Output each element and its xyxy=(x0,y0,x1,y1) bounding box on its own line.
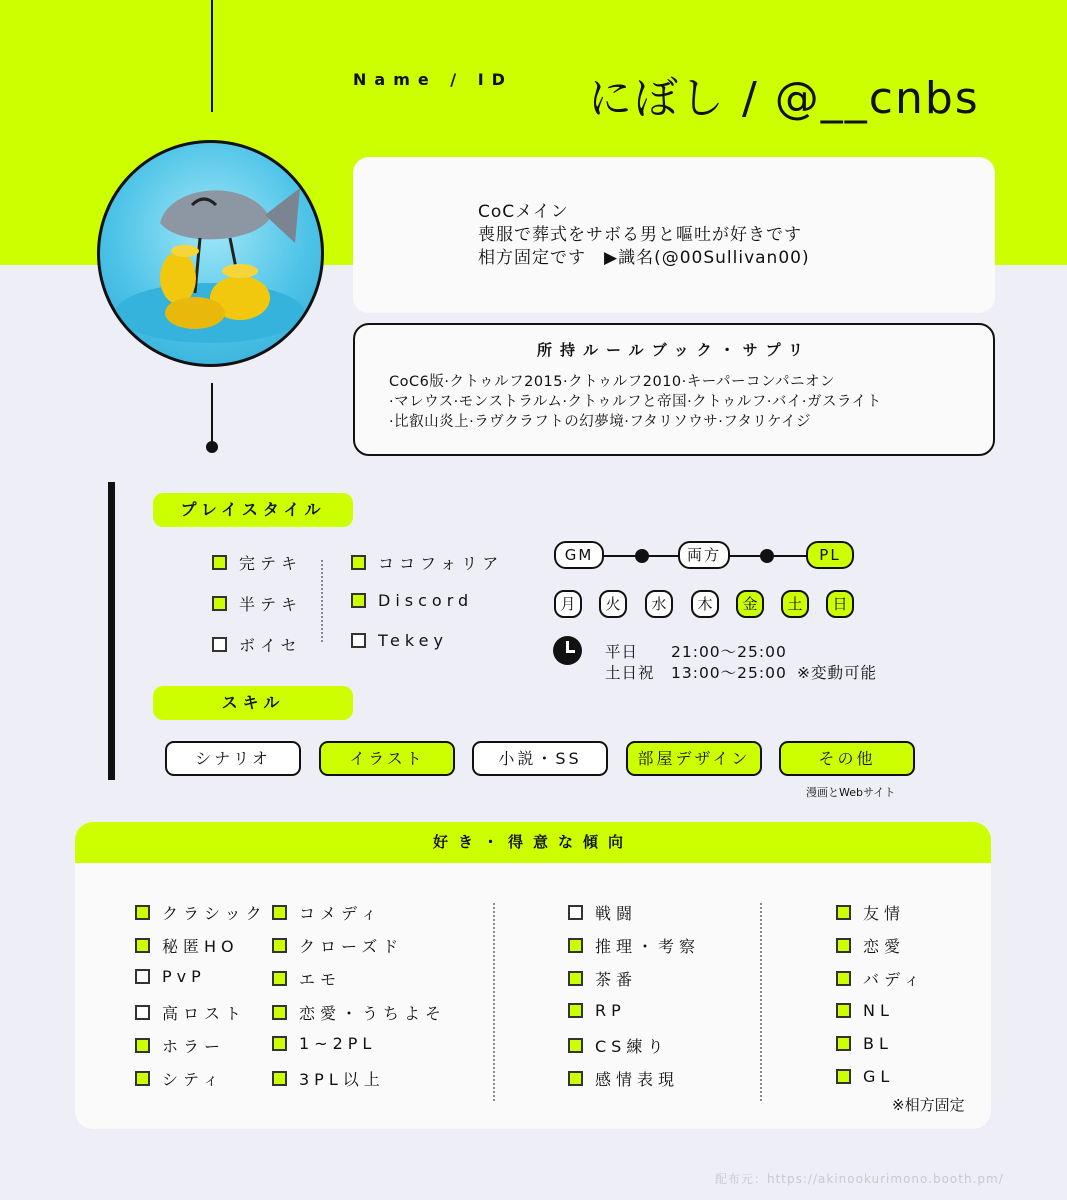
likes-item[interactable] xyxy=(568,1001,626,1020)
checkbox[interactable] xyxy=(272,905,287,920)
checkbox[interactable] xyxy=(272,938,287,953)
likes-note: ※相方固定 xyxy=(892,1096,965,1114)
role-pl[interactable]: PL xyxy=(806,541,854,569)
skill-note: 漫画とWebサイト xyxy=(806,786,896,799)
day-sat[interactable]: 土 xyxy=(781,590,809,618)
likes-item[interactable] xyxy=(135,1067,224,1090)
checkbox[interactable] xyxy=(272,1036,287,1051)
playstyle-item[interactable] xyxy=(212,592,302,615)
playstyle-item[interactable] xyxy=(351,551,503,574)
bio-line: 相方固定です ▶識名(@00Sullivan00) xyxy=(478,248,810,268)
dotted-divider xyxy=(321,560,323,642)
day-mon[interactable]: 月 xyxy=(554,590,582,618)
role-both[interactable]: 両方 xyxy=(678,541,730,569)
checkbox-label: Tekey xyxy=(378,631,448,650)
checkbox-label: クローズド xyxy=(299,937,404,956)
clock-icon xyxy=(553,636,582,665)
skill-scenario[interactable]: シナリオ xyxy=(165,741,301,776)
checkbox[interactable] xyxy=(135,905,150,920)
day-tue[interactable]: 火 xyxy=(599,590,627,618)
likes-item[interactable] xyxy=(568,934,700,957)
checkbox-label: 恋愛・うちよそ xyxy=(299,1004,447,1023)
checkbox-label: PvP xyxy=(162,967,206,986)
checkbox[interactable] xyxy=(351,555,366,570)
playstyle-item[interactable] xyxy=(212,551,302,574)
schedule-note: ※変動可能 xyxy=(797,664,877,682)
likes-item[interactable] xyxy=(135,1034,225,1057)
checkbox-label: 3PL以上 xyxy=(299,1070,385,1089)
divider-line-middle xyxy=(211,383,213,445)
name-label: Name / ID xyxy=(353,70,513,89)
checkbox-label: 1~2PL xyxy=(299,1034,377,1053)
checkbox[interactable] xyxy=(836,1069,851,1084)
checkbox[interactable] xyxy=(212,637,227,652)
likes-item[interactable] xyxy=(836,1001,894,1020)
likes-item[interactable] xyxy=(836,901,905,924)
checkbox-label: 戦闘 xyxy=(595,904,638,923)
checkbox-label: 恋愛 xyxy=(863,937,906,956)
schedule-weekday-time: 21:00〜25:00 xyxy=(671,643,787,661)
checkbox-label: エモ xyxy=(299,970,342,989)
checkbox[interactable] xyxy=(836,1003,851,1018)
checkbox-label: 茶番 xyxy=(595,970,638,989)
playstyle-item[interactable] xyxy=(351,631,448,650)
schedule-weekday xyxy=(605,640,787,662)
checkbox-label: 完テキ xyxy=(239,554,303,573)
checkbox[interactable] xyxy=(351,633,366,648)
checkbox[interactable] xyxy=(351,593,366,608)
checkbox-label: BL xyxy=(863,1034,893,1053)
divider-line-top xyxy=(211,0,213,112)
likes-item[interactable] xyxy=(568,1034,668,1057)
checkbox-label: コメディ xyxy=(299,904,382,923)
checkbox-label: RP xyxy=(595,1001,626,1020)
playstyle-title: プレイスタイル xyxy=(153,493,353,527)
checkbox-label: クラシック xyxy=(162,904,267,923)
likes-item[interactable] xyxy=(272,1001,446,1024)
likes-item[interactable] xyxy=(272,1067,385,1090)
checkbox[interactable] xyxy=(568,971,583,986)
day-sun[interactable]: 日 xyxy=(826,590,854,618)
checkbox-label: 秘匿HO xyxy=(162,937,239,956)
checkbox[interactable] xyxy=(212,596,227,611)
footer-credit: 配布元：https://akinookurimono.booth.pm/ xyxy=(715,1172,1004,1186)
likes-item[interactable] xyxy=(135,1001,246,1024)
checkbox[interactable] xyxy=(568,938,583,953)
role-connector-dot xyxy=(635,549,649,563)
likes-item[interactable] xyxy=(836,934,905,957)
name-value: にぼし / @__cnbs xyxy=(588,73,980,124)
skill-other[interactable]: その他 xyxy=(779,741,915,776)
checkbox[interactable] xyxy=(135,969,150,984)
checkbox-label: 推理・考察 xyxy=(595,937,701,956)
checkbox[interactable] xyxy=(135,1005,150,1020)
checkbox[interactable] xyxy=(135,938,150,953)
checkbox-label: ボイセ xyxy=(239,636,302,655)
rulebook-title: 所持ルールブック・サプリ xyxy=(536,341,812,359)
skill-illust[interactable]: イラスト xyxy=(319,741,455,776)
day-wed[interactable]: 水 xyxy=(645,590,673,618)
checkbox-label: 高ロスト xyxy=(162,1004,247,1023)
playstyle-item[interactable] xyxy=(212,633,302,656)
checkbox-label: ホラー xyxy=(162,1037,226,1056)
schedule-weekend-label: 土日祝 xyxy=(605,664,655,682)
likes-item[interactable] xyxy=(272,1034,376,1053)
fish-with-gloves-image xyxy=(100,143,321,364)
checkbox[interactable] xyxy=(836,938,851,953)
skill-novel[interactable]: 小説・SS xyxy=(472,741,608,776)
dotted-divider xyxy=(760,903,762,1101)
likes-item[interactable] xyxy=(135,934,239,957)
schedule-weekend-time: 13:00〜25:00 xyxy=(671,664,787,682)
checkbox[interactable] xyxy=(568,1003,583,1018)
checkbox[interactable] xyxy=(272,1005,287,1020)
checkbox-label: 友情 xyxy=(863,904,906,923)
checkbox-label: GL xyxy=(863,1067,895,1086)
day-thu[interactable]: 木 xyxy=(691,590,719,618)
rulebook-line: ·比叡山炎上·ラヴクラフトの幻夢境·フタリソウサ·フタリケイジ xyxy=(389,414,812,430)
checkbox[interactable] xyxy=(836,1036,851,1051)
likes-item[interactable] xyxy=(272,901,382,924)
skills-title: スキル xyxy=(153,686,353,720)
bio-text xyxy=(478,201,810,270)
checkbox-label: CS練り xyxy=(595,1037,669,1056)
checkbox[interactable] xyxy=(272,971,287,986)
checkbox-label: NL xyxy=(863,1001,894,1020)
schedule-weekday-label: 平日 xyxy=(605,643,639,661)
bio-line: CoCメイン xyxy=(478,202,569,222)
likes-item[interactable] xyxy=(568,967,637,990)
likes-header xyxy=(75,822,991,863)
checkbox[interactable] xyxy=(836,971,851,986)
likes-item[interactable] xyxy=(272,934,403,957)
bio-line: 喪服で葬式をサボる男と嘔吐が好きです xyxy=(478,225,802,245)
likes-item[interactable] xyxy=(272,967,341,990)
role-gm[interactable]: GM xyxy=(554,541,604,569)
section-bar xyxy=(108,482,115,780)
role-connector-dot xyxy=(760,549,774,563)
checkbox-label: 半テキ xyxy=(239,595,303,614)
likes-item[interactable] xyxy=(135,967,206,986)
likes-item[interactable] xyxy=(836,1067,894,1086)
checkbox-label: Discord xyxy=(378,591,474,610)
dotted-divider xyxy=(493,903,495,1101)
checkbox-label: バディ xyxy=(863,970,925,989)
checkbox[interactable] xyxy=(836,905,851,920)
checkbox[interactable] xyxy=(568,1071,583,1086)
likes-item[interactable] xyxy=(568,901,637,924)
bio-card xyxy=(353,157,995,313)
checkbox[interactable] xyxy=(212,555,227,570)
day-fri[interactable]: 金 xyxy=(736,590,764,618)
rulebook-line: CoC6版·クトゥルフ2015·クトゥルフ2010·キーパーコンパニオン xyxy=(389,374,836,390)
checkbox-label: ココフォリア xyxy=(378,554,504,573)
avatar xyxy=(97,140,324,367)
likes-item[interactable] xyxy=(836,1034,893,1053)
likes-title: 好き・得意な傾向 xyxy=(432,833,633,851)
rulebook-list xyxy=(389,372,882,432)
likes-item[interactable] xyxy=(836,967,925,990)
checkbox[interactable] xyxy=(135,1071,150,1086)
checkbox-label: 感情表現 xyxy=(595,1070,680,1089)
schedule-weekend xyxy=(605,661,877,683)
skill-room-design[interactable]: 部屋デザイン xyxy=(626,741,762,776)
checkbox-label: シティ xyxy=(162,1070,224,1089)
checkbox[interactable] xyxy=(568,1038,583,1053)
checkbox[interactable] xyxy=(135,1038,150,1053)
likes-item[interactable] xyxy=(568,1067,679,1090)
rulebook-card xyxy=(353,323,995,456)
rulebook-line: ·マレウス·モンストラルム·クトゥルフと帝国·クトゥルフ·バイ·ガスライト xyxy=(389,394,882,410)
likes-item[interactable] xyxy=(135,901,267,924)
checkbox[interactable] xyxy=(272,1071,287,1086)
playstyle-item[interactable] xyxy=(351,591,473,610)
checkbox[interactable] xyxy=(568,905,583,920)
divider-dot xyxy=(206,441,218,453)
